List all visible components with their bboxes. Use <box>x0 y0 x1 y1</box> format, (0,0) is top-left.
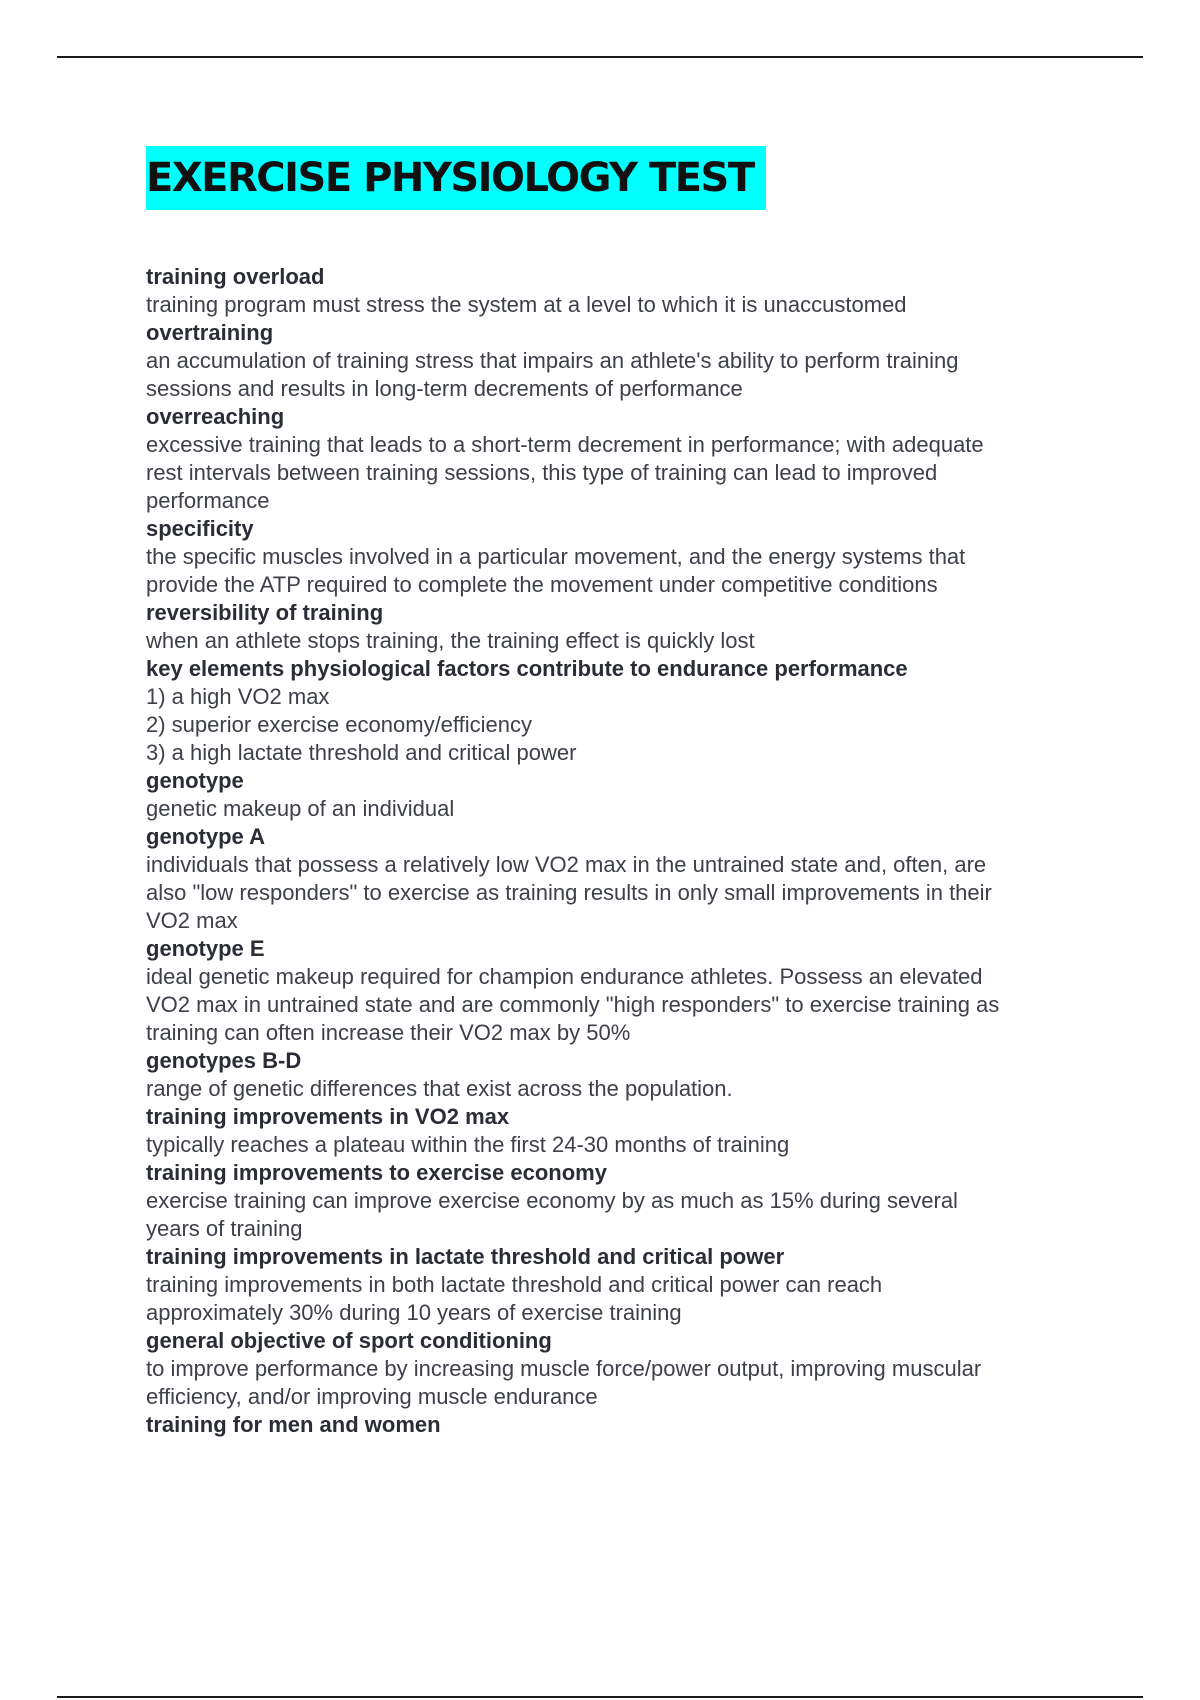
entry-definition-line: excessive training that leads to a short-term decrement in performance; with adequate <box>146 432 984 457</box>
entry-definition-line: 3) a high lactate threshold and critical power <box>146 740 577 765</box>
entry-term: genotype A <box>146 824 265 849</box>
entry-term: training improvements to exercise economy <box>146 1160 607 1185</box>
entry-definition-line: range of genetic differences that exist across the population. <box>146 1076 733 1101</box>
entry-definition-line: VO2 max <box>146 908 238 933</box>
entry-definition-line: training improvements in both lactate threshold and critical power can reach <box>146 1272 883 1297</box>
entry-definition-line: training can often increase their VO2 max by 50% <box>146 1020 631 1045</box>
entry-term: reversibility of training <box>146 600 384 625</box>
entry-term: training improvements in VO2 max <box>146 1104 510 1129</box>
entry-term: genotypes B-D <box>146 1048 302 1073</box>
title-block <box>146 146 766 210</box>
entry-definition-line: years of training <box>146 1216 303 1241</box>
entry-term: training overload <box>146 264 325 289</box>
entry-definition-line: rest intervals between training sessions, this type of training can lead to improved <box>146 460 938 485</box>
entry-definition-line: provide the ATP required to complete the movement under competitive conditions <box>146 572 938 597</box>
entry-term: general objective of sport conditioning <box>146 1328 552 1353</box>
entry-term: overreaching <box>146 404 285 429</box>
entry-term: key elements physiological factors contribute to endurance performance <box>146 656 908 681</box>
document-title: EXERCISE PHYSIOLOGY TEST <box>146 146 766 210</box>
entry-definition-line: ideal genetic makeup required for champion endurance athletes. Possess an elevated <box>146 964 983 989</box>
bottom-rule <box>57 1696 1143 1698</box>
entry-definition-line: sessions and results in long-term decrements of performance <box>146 376 743 401</box>
entry-term: genotype E <box>146 936 265 961</box>
entry-definition-line: 1) a high VO2 max <box>146 684 330 709</box>
entry-definition-line: genetic makeup of an individual <box>146 796 455 821</box>
entry-definition-line: when an athlete stops training, the training effect is quickly lost <box>146 628 755 653</box>
entry-definition-line: the specific muscles involved in a particular movement, and the energy systems that <box>146 544 966 569</box>
entry-definition-line: to improve performance by increasing muscle force/power output, improving muscular <box>146 1356 982 1381</box>
entry-term: training improvements in lactate threshold and critical power <box>146 1244 785 1269</box>
entry-term: overtraining <box>146 320 274 345</box>
entry-definition-line: exercise training can improve exercise economy by as much as 15% during several <box>146 1188 958 1213</box>
entry-definition-line: efficiency, and/or improving muscle endurance <box>146 1384 598 1409</box>
entry-definition-line: also "low responders" to exercise as training results in only small improvements in their <box>146 880 992 905</box>
glossary <box>146 263 1106 1439</box>
entry-definition-line: VO2 max in untrained state and are commonly "high responders" to exercise training as <box>146 992 1000 1017</box>
entry-definition-line: 2) superior exercise economy/efficiency <box>146 712 532 737</box>
top-rule <box>57 56 1143 58</box>
entry-term: training for men and women <box>146 1412 441 1437</box>
entry-definition-line: an accumulation of training stress that impairs an athlete's ability to perform training <box>146 348 959 373</box>
entry-definition-line: training program must stress the system at a level to which it is unaccustomed <box>146 292 907 317</box>
entry-term: genotype <box>146 768 244 793</box>
entry-definition-line: typically reaches a plateau within the first 24-30 months of training <box>146 1132 790 1157</box>
entry-definition-line: individuals that possess a relatively low VO2 max in the untrained state and, often, are <box>146 852 987 877</box>
entry-definition-line: performance <box>146 488 270 513</box>
entry-term: specificity <box>146 516 254 541</box>
entry-definition-line: approximately 30% during 10 years of exercise training <box>146 1300 682 1325</box>
